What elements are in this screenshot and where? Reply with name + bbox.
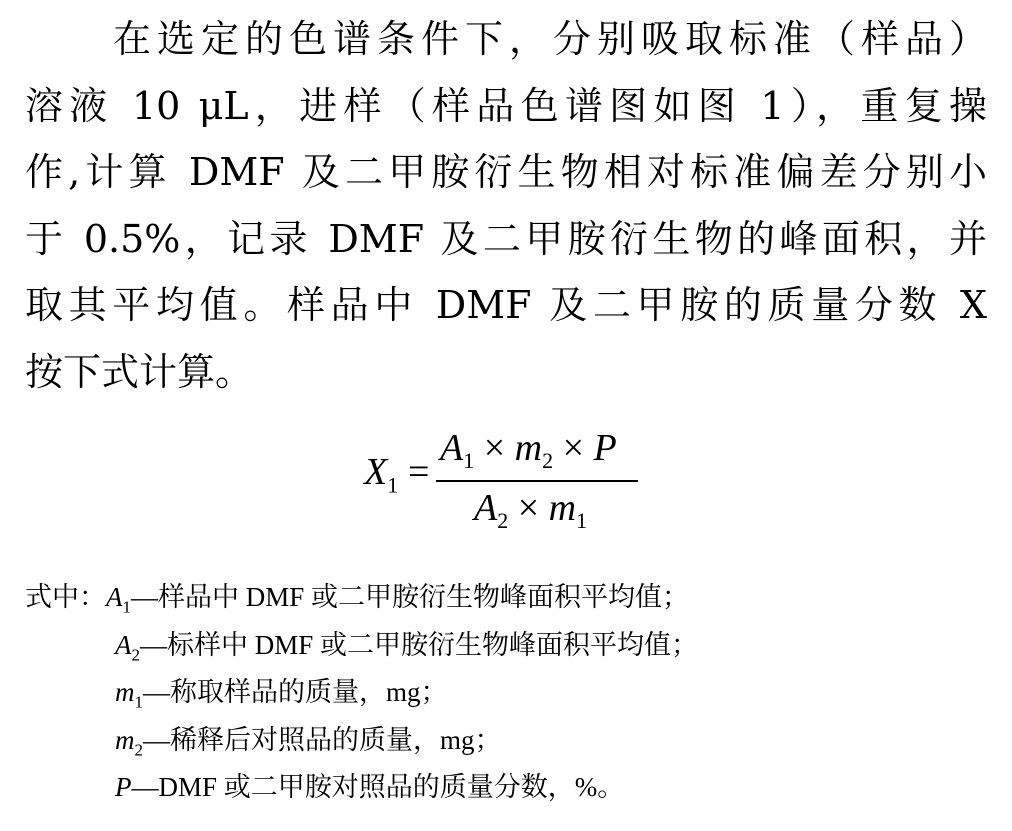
fraction-bar: [436, 480, 638, 482]
legend-symbol: $A_2$: [115, 629, 140, 664]
legend-text: —样品中 DMF 或二甲胺衍生物峰面积平均值；: [131, 582, 690, 612]
legend-row: [25, 717, 698, 765]
legend-symbol: P: [115, 772, 132, 802]
paragraph-line: 按下式计算。: [25, 349, 254, 394]
paragraph-line: 取其平均值。样品中 DMF 及二甲胺的质量分数 X: [25, 283, 987, 327]
paragraph-line: 在选定的色谱条件下，分别吸取标准（样品）: [113, 17, 987, 61]
paragraph-line: 作,计算 DMF 及二甲胺衍生物相对标准偏差分别小: [25, 150, 987, 194]
formula-denominator: $A_2 \times m_1$: [474, 487, 588, 533]
legend-text: —稀释后对照品的质量，mg；: [143, 724, 502, 755]
paragraph-line: 溶液 10 μL，进样（样品色谱图如图 1），重复操: [25, 83, 987, 128]
legend-row: [25, 669, 698, 717]
paragraph-line: 于 0.5%，记录 DMF 及二甲胺衍生物的峰面积，并: [25, 216, 987, 261]
legend-symbol: $m_1$: [115, 677, 143, 712]
legend-symbol: $A_1$: [106, 582, 131, 617]
variable-legend: [25, 574, 698, 812]
legend-text: —标样中 DMF 或二甲胺衍生物峰面积平均值；: [140, 629, 699, 660]
formula-numerator: $A_1 \times m_2 \times P$: [440, 427, 617, 473]
body-paragraph: [25, 6, 987, 405]
legend-text: —称取样品的质量，mg；: [143, 677, 448, 707]
legend-symbol: $m_2$: [115, 724, 143, 759]
legend-text: —DMF 或二甲胺对照品的质量分数，%。: [131, 772, 625, 802]
legend-row: [25, 764, 698, 812]
legend-row: [25, 622, 698, 670]
formula-lhs: $X_1$: [364, 451, 399, 498]
legend-prefix: 式中：: [25, 582, 106, 612]
mass-fraction-formula: [364, 427, 684, 552]
formula-equals: =: [408, 451, 430, 493]
legend-row: [25, 574, 698, 622]
